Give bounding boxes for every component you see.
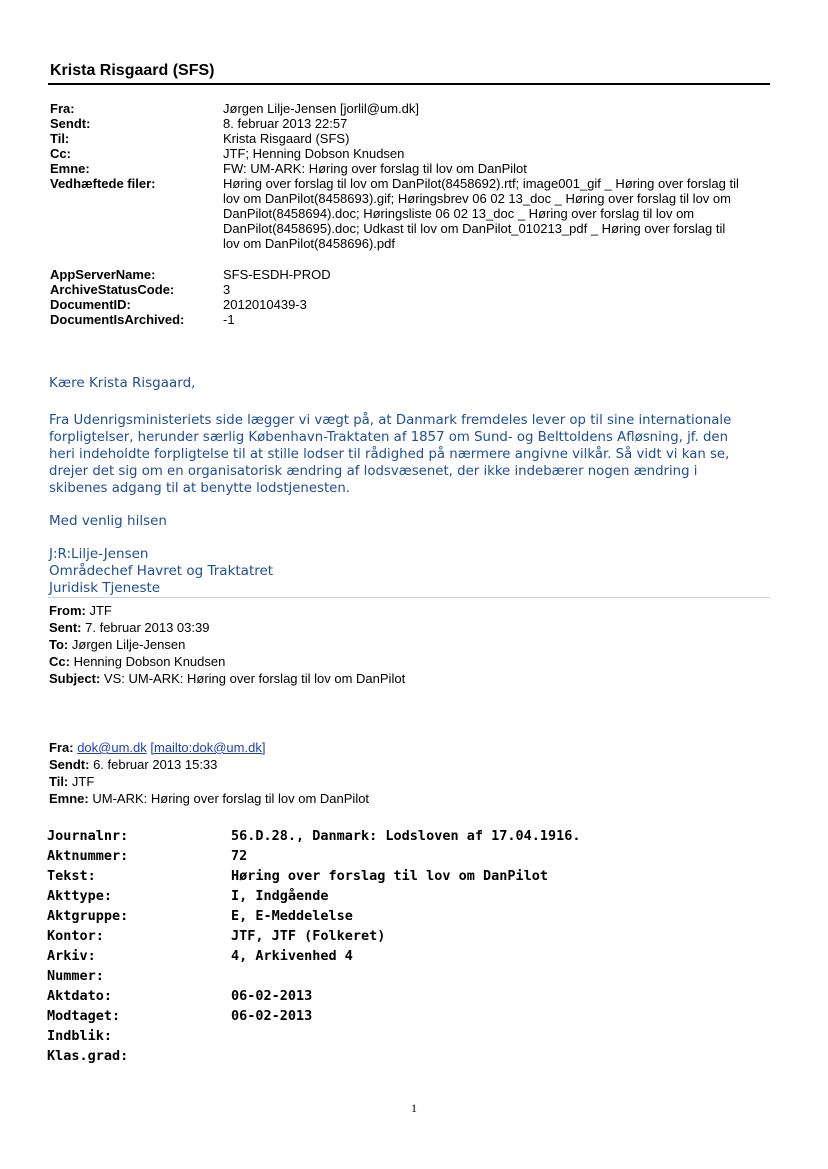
signature-name: J:R:Lilje-Jensen [49,546,149,562]
journal-label: Aktnummer: [47,848,129,864]
journal-row [47,928,767,948]
body-line: forpligtelser, herunder særlig København-Traktaten af 1857 om Sund- og Belttoldens Afløsning, jf. den [49,430,729,445]
journal-label: Arkiv: [47,948,96,964]
journal-value: I, Indgående [231,888,329,904]
journal-label: Indblik: [47,1028,113,1044]
meta-value-documentid: 2012010439-3 [223,297,307,312]
fwd2-subject: UM-ARK: Høring over forslag til lov om DanPilot [92,791,370,806]
field-label-attachments: Vedhæftede filer: [50,176,156,191]
field-value-cc: JTF; Henning Dobson Knudsen [223,146,405,161]
journal-label: Aktgruppe: [47,908,129,924]
journal-label: Kontor: [47,928,104,944]
body-paragraph [49,412,779,497]
attachment-line[interactable]: lov om DanPilot(8458693).gif; Høringsbrev 06 02 13_doc _ Høring over forslag til lov om [223,191,731,206]
journal-value: 4, Arkivenhed 4 [231,948,353,964]
journal-label: Nummer: [47,968,104,984]
journal-label: Journalnr: [47,828,129,844]
forwarded-header-2 [49,739,369,807]
journal-label: Aktdato: [47,988,113,1004]
fwd2-subject-label: Emne: [49,791,89,806]
journal-label: Akttype: [47,888,113,904]
meta-value-isarchived: -1 [223,312,235,327]
journal-row [47,848,767,868]
fwd1-subject: VS: UM-ARK: Høring over forslag til lov om DanPilot [103,671,406,686]
meta-value-archivestatus: 3 [223,282,231,297]
journal-row [47,968,767,988]
page-number: 1 [411,1101,417,1115]
field-label-subject: Emne: [50,161,90,176]
fwd1-cc-label: Cc: [49,654,70,669]
signature-divider [48,597,770,598]
journal-row [47,988,767,1008]
body-line: skibenes adgang til at benytte lodstjenesten. [49,481,351,496]
journal-value: 72 [231,848,248,864]
fwd2-sent-label: Sendt: [49,757,90,772]
fwd2-to-label: Til: [49,774,69,789]
fwd1-sent: 7. februar 2013 03:39 [85,620,210,635]
attachment-line[interactable]: DanPilot(8458695).doc; Udkast til lov om DanPilot_010213_pdf _ Høring over forslag til [223,221,726,236]
meta-label-isarchived: DocumentIsArchived: [50,312,185,327]
journal-value: JTF, JTF (Folkeret) [231,928,386,944]
fwd1-cc: Henning Dobson Knudsen [73,654,226,669]
fwd2-to: JTF [71,774,95,789]
journal-label: Klas.grad: [47,1048,129,1064]
fwd1-to-label: To: [49,637,69,652]
fwd2-from-email-link[interactable]: dok@um.dk [77,740,147,755]
fwd1-subject-label: Subject: [49,671,101,686]
fwd2-sent: 6. februar 2013 15:33 [93,757,218,772]
fwd2-mailto-link[interactable]: [mailto:dok@um.dk] [150,740,266,755]
body-line: Fra Udenrigsministeriets side lægger vi vægt på, at Danmark fremdeles lever op til sine internationale [49,413,732,428]
attachment-line[interactable]: DanPilot(8458694).doc; Høringsliste 06 02 13_doc _ Høring over forslag til lov om [223,206,695,221]
field-value-to: Krista Risgaard (SFS) [223,131,350,146]
fwd1-from: JTF [89,603,112,618]
journal-value: 56.D.28., Danmark: Lodsloven af 17.04.1916. [231,828,581,844]
meta-label-documentid: DocumentID: [50,297,131,312]
journal-row [47,888,767,908]
signature [49,546,273,597]
meta-label-archivestatus: ArchiveStatusCode: [50,282,175,297]
signature-department: Juridisk Tjeneste [49,580,161,596]
fwd1-from-label: From: [49,603,86,618]
field-value-from: Jørgen Lilje-Jensen [jorlil@um.dk] [223,101,419,116]
journal-label: Tekst: [47,868,96,884]
journal-value: Høring over forslag til lov om DanPilot [231,868,548,884]
journal-row [47,828,767,848]
sender-name: Krista Risgaard (SFS) [50,62,215,79]
field-value-sent: 8. februar 2013 22:57 [223,116,348,131]
journal-value: 06-02-2013 [231,1008,313,1024]
closing: Med venlig hilsen [49,513,167,529]
meta-value-appserver: SFS-ESDH-PROD [223,267,331,282]
forwarded-header-1 [49,602,405,687]
header-divider [48,83,770,85]
journal-row [47,908,767,928]
fwd1-to: Jørgen Lilje-Jensen [71,637,186,652]
field-label-sent: Sendt: [50,116,91,131]
field-label-from: Fra: [50,101,75,116]
journal-value: E, E-Meddelelse [231,908,353,924]
journal-row [47,948,767,968]
meta-label-appserver: AppServerName: [50,267,156,282]
journal-row [47,1008,767,1028]
fwd2-from-label: Fra: [49,740,74,755]
body-line: heri indeholdte forpligtelse til at stille lodser til rådighed på nærmere angivne vilkår. Så vidt vi kan se, [49,447,730,462]
fwd1-sent-label: Sent: [49,620,82,635]
attachment-line[interactable]: Høring over forslag til lov om DanPilot(8458692).rtf; image001_gif _ Høring over forslag til [223,176,739,191]
journal-row [47,1048,767,1068]
body-line: drejer det sig om en organisatorisk ændring af lodsvæsenet, der ikke indebærer nogen ændring i [49,464,698,479]
journal-row [47,1028,767,1048]
field-value-subject: FW: UM-ARK: Høring over forslag til lov om DanPilot [223,161,527,176]
greeting: Kære Krista Risgaard, [49,375,196,391]
journal-value: 06-02-2013 [231,988,313,1004]
journal-label: Modtaget: [47,1008,121,1024]
field-label-to: Til: [50,131,70,146]
field-label-cc: Cc: [50,146,71,161]
journal-row [47,868,767,888]
signature-title: Områdechef Havret og Traktatret [49,563,274,579]
attachment-line[interactable]: lov om DanPilot(8458696).pdf [223,236,395,251]
